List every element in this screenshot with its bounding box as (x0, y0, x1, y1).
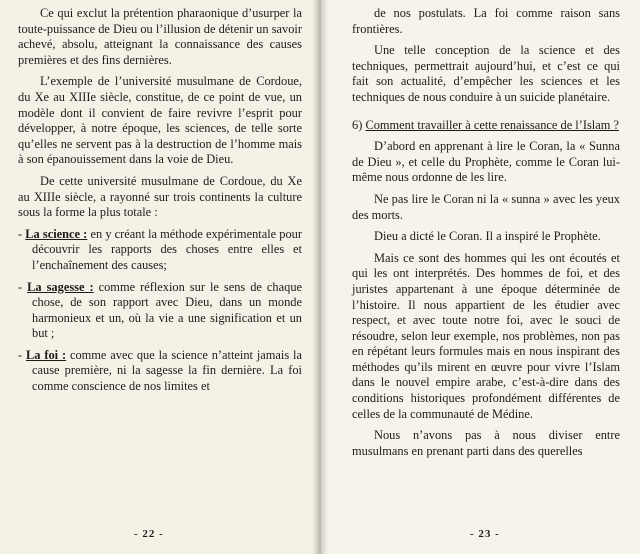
item-science-text: en y créant la méthode expérimentale pour découvrir les rapports des choses entre elles et l’enchaînement des causes; (32, 226, 303, 272)
left-page-text (18, 6, 302, 401)
left-paragraph-2: L’exemple de l’université musulmane de Cordoue, du Xe au XIIIe siècle, constitue, de ce point de vue, un modèle dont il convient de faire revivre l’esprit pour développer, à notre époque, les sciences, de telle sorte qu’elles ne servent pas à la destruction de l’homme mais à son épanouissement dans la voie de Dieu. (18, 74, 302, 167)
section-number: 6) (352, 117, 363, 132)
right-continuation: de nos postulats. La foi comme raison sans frontières. (352, 6, 620, 36)
right-paragraph-3: Dieu a dicté le Coran. Il a inspiré le Prophète. (374, 229, 601, 244)
list-item-sagesse: - La sagesse : comme réflexion sur le sens de chaque chose, de son rapport avec Dieu, dans un monde harmonieux et un, où la vie a une signification et un but ; (18, 279, 303, 341)
item-foi-text: comme avec que la science n’atteint jamais la cause première, ni la sagesse la fin dernière. La foi comme conscience de nos limites et (32, 347, 303, 394)
section-heading (352, 118, 620, 134)
list-item-foi: - La foi : comme avec que la science n’atteint jamais la cause première, ni la sagesse la fin dernière. La foi comme conscience de nos limites et (18, 347, 303, 394)
right-paragraph-5: Nous n’avons pas à nous diviser entre musulmans en prenant parti dans des querelles (352, 428, 620, 458)
item-sagesse-text: comme réflexion sur le sens de chaque chose, de son rapport avec Dieu, dans un monde harmonieux et un, où la vie a une signification et un but ; (32, 279, 303, 341)
term-science: La science : (25, 226, 88, 241)
term-sagesse: La sagesse : (27, 279, 94, 294)
right-paragraph-1: D’abord en apprenant à lire le Coran, la « Sunna de Dieu », et celle du Prophète, comme le Coran lui-même nous ordonne de les lire. (352, 139, 620, 185)
page-number-left: - 22 - (134, 528, 164, 540)
section-title: Comment travailler à cette renaissance de l’Islam ? (365, 117, 619, 132)
book-gutter (312, 0, 328, 554)
list-item-science: - La science : en y créant la méthode expérimentale pour découvrir les rapports des choses entre elles et l’enchaînement des causes; (18, 226, 303, 272)
right-paragraph-technique: Une telle conception de la science et des techniques, permettrait aujourd’hui, et c’est ce qui fait son actualité, d’empêcher les sciences et les techniques de nous conduire à un suicide planétaire. (352, 43, 620, 104)
right-page-text (352, 6, 620, 465)
left-paragraph-3: De cette université musulmane de Cordoue, du Xe au XIIIe siècle, a rayonné sur trois continents la culture sous la forme la plus totale : (18, 173, 302, 220)
left-paragraph-1: Ce qui exclut la prétention pharaonique d’usurper la toute-puissance de Dieu ou l’illusion de détenir un savoir achevé, absolu, atteignant la connaissance des causes premières et des fins dernières. (18, 6, 302, 67)
term-foi: La foi : (26, 347, 67, 362)
right-paragraph-4: Mais ce sont des hommes qui les ont écoutés et qui les ont interprétés. Des hommes de foi, et des juristes appartenant à une époque déterminée de l’histoire. Il nous appartient de les étudier avec respect, et avec toute notre foi, avec le souci de résoudre, selon leur exemple, nos problèmes, non pas en répétant leurs formules mais en nous inspirant des méthodes qu’ils mirent en œuvre pour vivre l’Islam dans le nouvel empire arabe, c’est-à-dire dans des conditions historiques profondément différentes de celles de la communauté de Médine. (352, 250, 620, 421)
right-paragraph-2: Ne pas lire le Coran ni la « sunna » avec les yeux des morts. (352, 191, 620, 222)
page-number-right: - 23 - (470, 528, 500, 540)
